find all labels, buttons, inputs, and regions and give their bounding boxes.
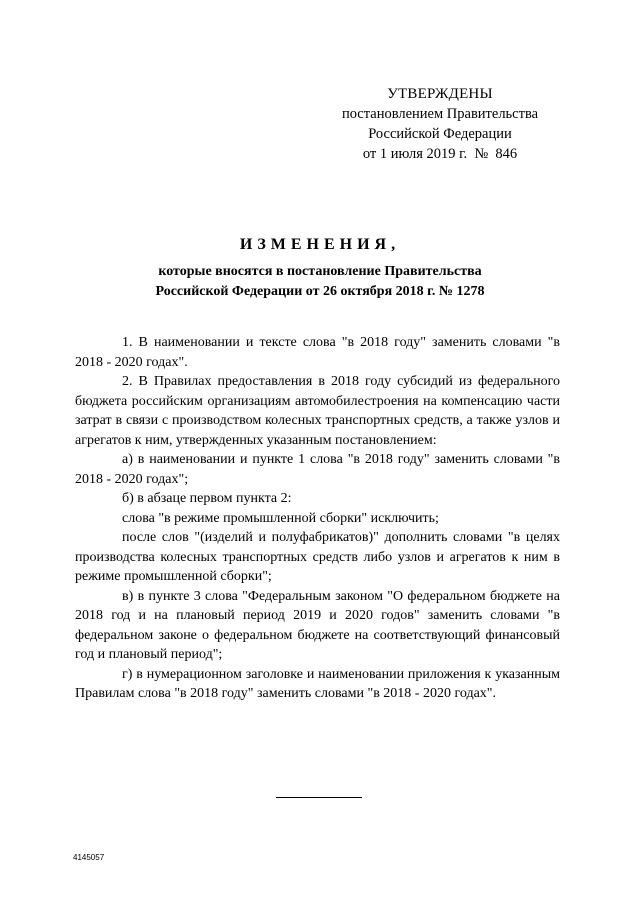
approval-stamp [330,84,550,164]
document-title: ИЗМЕНЕНИЯ, [239,236,401,253]
end-separator-line [276,797,362,798]
approval-line-federation: Российской Федерации [368,126,512,142]
paragraph-2d: г) в нумерационном заголовке и наименовании приложения к указанным Правилам слова "в 2018 году" заменить словами "в 2018 - 2020 годах". [75,666,560,701]
paragraph-2c: в) в пункте 3 слова "Федеральным законом "О федеральном бюджете на 2018 год и на плановый период 2019 и 2020 годов" заменить словами "в федеральном законе о федеральном бюджете на соответствующий финансовый год и плановый период"; [75,588,560,662]
document-number: 4145057 [73,853,105,862]
document-body [75,333,560,704]
paragraph-2b-item-2: после слов "(изделий и полуфабрикатов)" дополнить словами "в целях производства колесных транспортных средств либо узлов и агрегатов к ним в режиме промышленной сборки"; [75,530,560,584]
approval-line-date-number: от 1 июля 2019 г. № 846 [362,146,518,162]
subtitle-line-1: которые вносятся в постановление Правительства [158,264,482,279]
paragraph-2: 2. В Правилах предоставления в 2018 году субсидий из федерального бюджета российским организациям автомобилестроения на компенсацию части затрат в связи с производством колесных транспортных средств, а также узлов и агрегатов к ним, утвержденных указанным постановлением: [75,374,560,448]
paragraph-2b-item-1: слова "в режиме промышленной сборки" исключить; [122,510,439,526]
approval-line-decree: постановлением Правительства [341,106,539,122]
paragraph-1: 1. В наименовании и тексте слова "в 2018 году" заменить словами "в 2018 - 2020 годах". [75,335,560,370]
approval-heading: УТВЕРЖДЕНЫ [387,86,493,102]
paragraph-2b: б) в абзаце первом пункта 2: [122,491,292,506]
paragraph-2a: а) в наименовании и пункте 1 слова "в 2018 году" заменить словами "в 2018 - 2020 годах"; [75,452,560,487]
subtitle-line-2: Российской Федерации от 26 октября 2018 г. № 1278 [155,284,485,299]
document-subtitle [60,262,580,302]
